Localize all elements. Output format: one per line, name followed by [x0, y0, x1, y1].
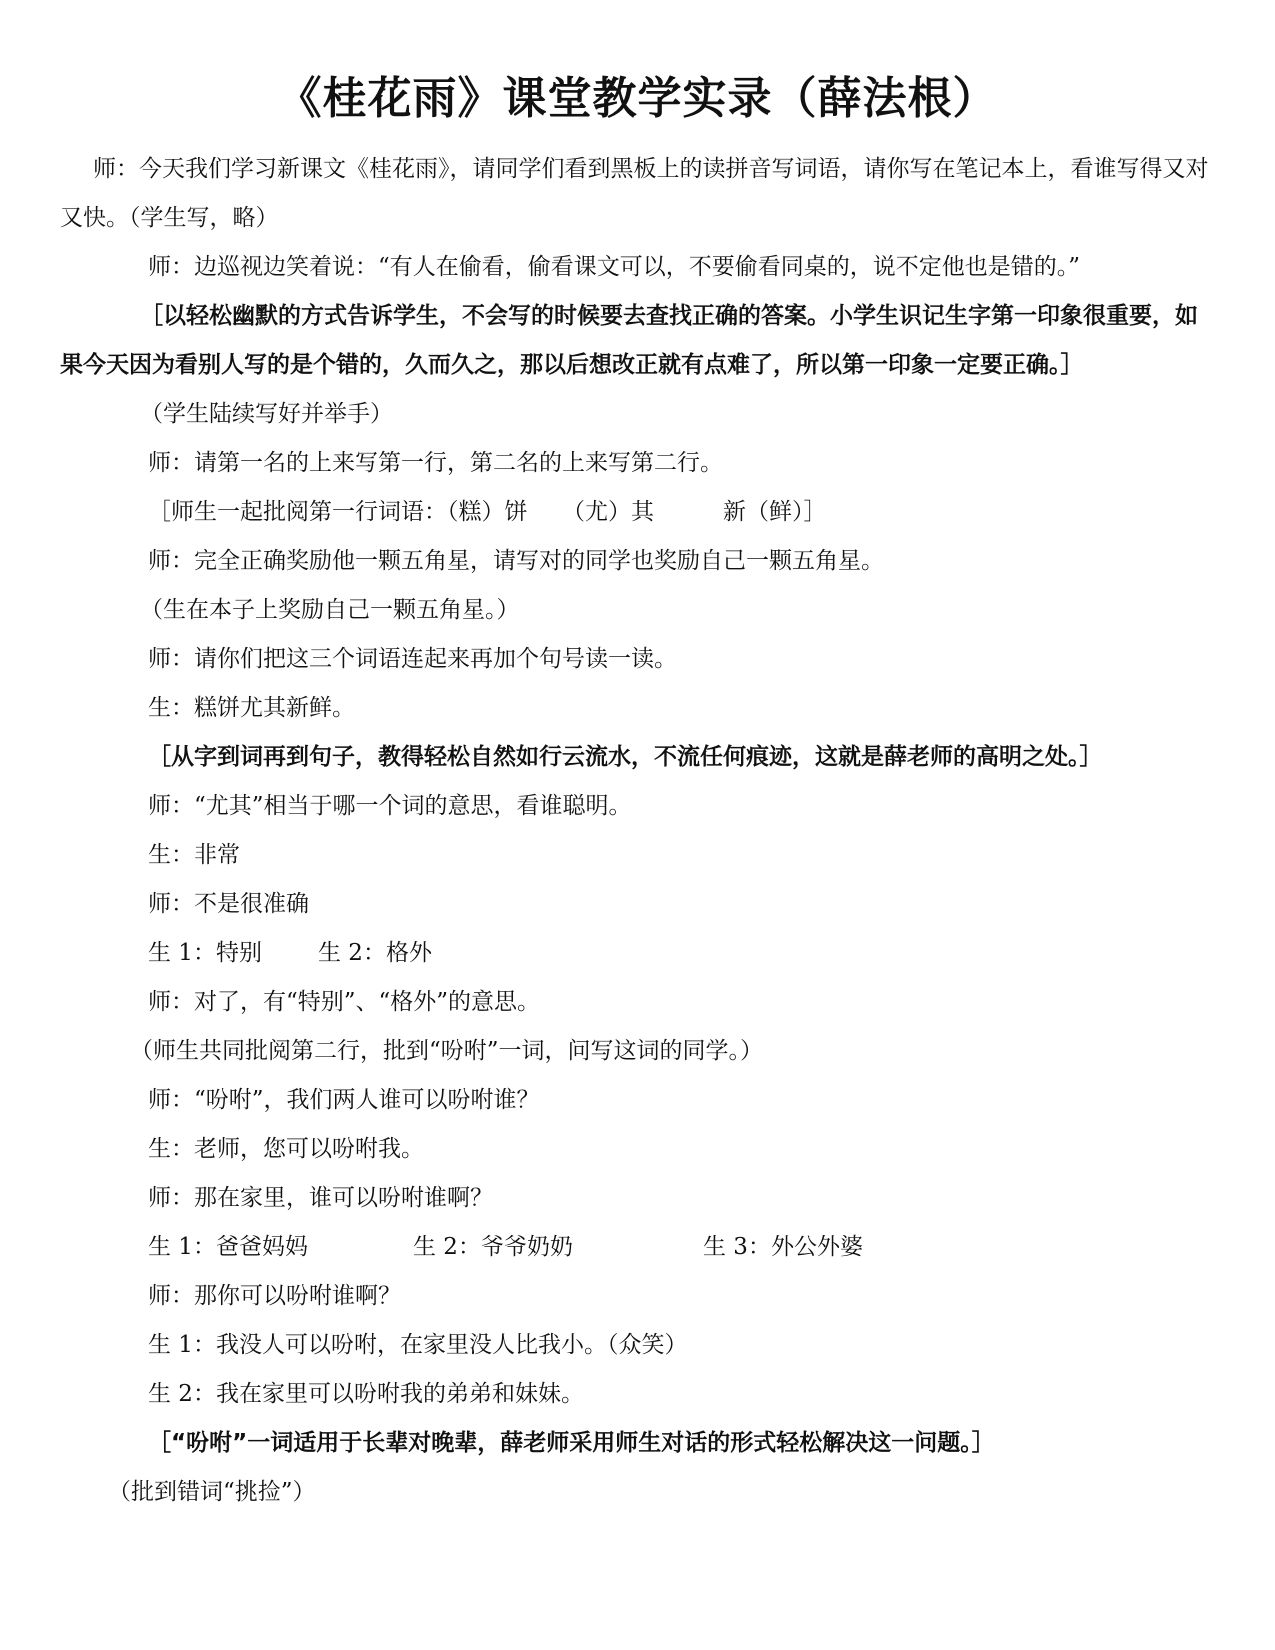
paragraph-student-teacher-can: 生：老师，您可以吩咐我。 [148, 1136, 424, 1162]
paragraph-teacher-patrol: 师：边巡视边笑着说：“有人在偷看，偷看课文可以，不要偷看同桌的，说不定他也是错的。” [148, 254, 1081, 280]
student-1-answer: 生 1：爸爸妈妈 [148, 1234, 308, 1260]
paragraph-teacher-youqi: 师：“尤其”相当于哪一个词的意思，看谁聪明。 [148, 793, 632, 819]
commentary-word-to-sentence: ［从字到词再到句子，教得轻松自然如行云流水，不流任何痕迹，这就是薛老师的高明之处。］ [148, 744, 1103, 770]
student-3-answer: 生 3：外公外婆 [703, 1234, 863, 1260]
paragraph-students-answers-2 [60, 1223, 1220, 1272]
paragraph-teacher-intro: 师：今天我们学习新课文《桂花雨》，请同学们看到黑板上的读拼音写词语，请你写在笔记本上，看谁写得又对又快。（学生写，略） [60, 156, 1209, 231]
paragraph-review-row-two: （师生共同批阅第二行，批到“吩咐”一词，问写这词的同学。） [130, 1038, 764, 1064]
paragraph-students-reward: （生在本子上奖励自己一颗五角星。） [140, 597, 520, 623]
paragraph-teacher-connect-words: 师：请你们把这三个词语连起来再加个句号读一读。 [148, 646, 677, 672]
paragraph-teacher-at-home: 师：那在家里，谁可以吩咐谁啊？ [148, 1185, 493, 1211]
paragraph-review-row-one: ［师生一起批阅第一行词语：（糕）饼 （尤）其 新（鲜）］ [148, 499, 827, 525]
student-2-answer: 生 2：爷爷奶奶 [413, 1234, 573, 1260]
paragraph-students-answers-1 [60, 929, 1220, 978]
student-1-answer: 生 1：特别 [148, 940, 262, 966]
document-title: 《桂花雨》课堂教学实录（薛法根） [277, 73, 998, 124]
paragraph-wrong-word: （批到错词“挑捡”） [108, 1479, 316, 1505]
paragraph-teacher-instruct: 师：请第一名的上来写第一行，第二名的上来写第二行。 [148, 450, 723, 476]
paragraph-teacher-reward: 师：完全正确奖励他一颗五角星，请写对的同学也奖励自己一颗五角星。 [148, 548, 884, 574]
paragraph-teacher-fenfu: 师：“吩咐”，我们两人谁可以吩咐谁？ [148, 1087, 540, 1113]
paragraph-student-feichang: 生：非常 [148, 842, 240, 868]
paragraph-teacher-confirm: 师：对了，有“特别”、“格外”的意思。 [148, 989, 541, 1015]
paragraph-student-1-nobody: 生 1：我没人可以吩咐，在家里没人比我小。（众笑） [148, 1332, 688, 1358]
paragraph-teacher-not-accurate: 师：不是很准确 [148, 891, 309, 917]
document-body [60, 145, 1220, 1517]
paragraph-teacher-who-you: 师：那你可以吩咐谁啊？ [148, 1283, 401, 1309]
student-2-answer: 生 2：格外 [318, 940, 432, 966]
paragraph-student-sentence: 生：糕饼尤其新鲜。 [148, 695, 355, 721]
commentary-first-impression: ［以轻松幽默的方式告诉学生，不会写的时候要去查找正确的答案。小学生识记生字第一印象很重要，如果今天因为看别人写的是个错的，久而久之，那以后想改正就有点难了，所以第一印象一定要正确。］ [60, 303, 1198, 378]
paragraph-students-raise-hands: （学生陆续写好并举手） [140, 401, 393, 427]
commentary-fenfu: ［“吩咐”一词适用于长辈对晚辈，薛老师采用师生对话的形式轻松解决这一问题。］ [148, 1430, 995, 1456]
paragraph-student-2-siblings: 生 2：我在家里可以吩咐我的弟弟和妹妹。 [148, 1381, 584, 1407]
